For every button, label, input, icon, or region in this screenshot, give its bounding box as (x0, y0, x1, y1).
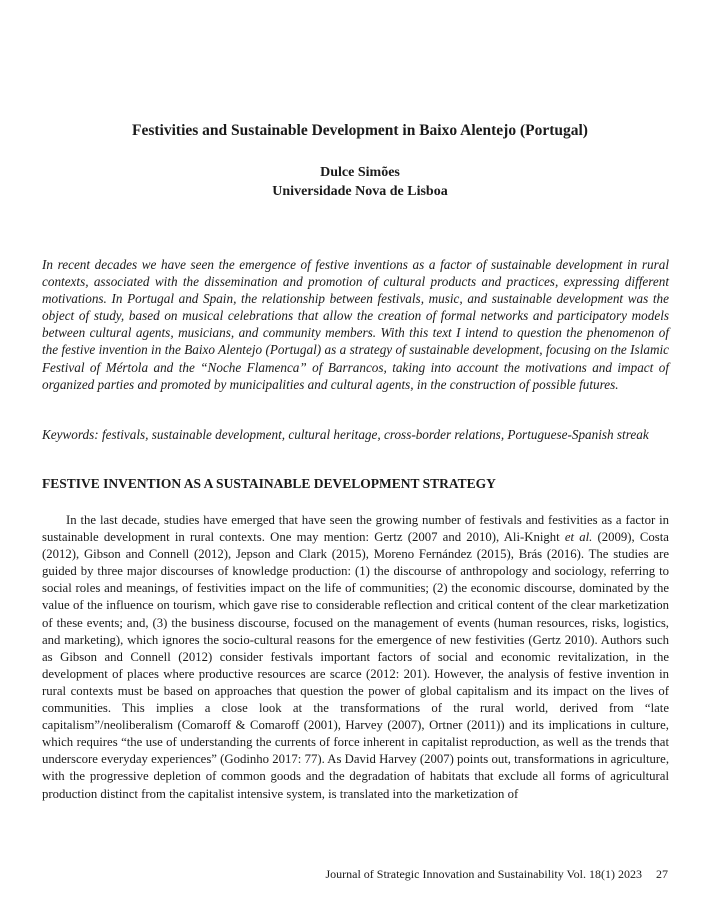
abstract-paragraph: In recent decades we have seen the emergence of festive inventions as a factor of sustainable development in rural contexts, associated with the dissemination and promotion of cultural products and practices, expressing different motivations. In Portugal and Spain, the relationship between festivals, music, and sustainable development was the object of study, based on musical celebrations that allow the creation of formal networks and participatory models between cultural agents, musicians, and community members. With this text I intend to question the phenomenon of the festive invention in the Baixo Alentejo (Portugal) as a strategy of sustainable development, focusing on the Islamic Festival of Mértola and the “Noche Flamenca” of Barrancos, taking into account the motivations and impact of organized parties and promoted by municipalities and cultural agents, in the construction of possible futures. (42, 257, 669, 392)
page-number: 27 (656, 867, 668, 881)
section-heading: FESTIVE INVENTION AS A SUSTAINABLE DEVELOPMENT STRATEGY (42, 476, 496, 491)
article-title: Festivities and Sustainable Development in Baixo Alentejo (Portugal) (132, 122, 588, 139)
body-text-part-1: In the last decade, studies have emerged that have seen the growing number of festivals and festivities as a factor in sustainable development in rural contexts. One may mention: Gertz (2007 and 2010), Ali-Knight (42, 513, 669, 545)
body-paragraph (42, 512, 669, 803)
journal-citation: Journal of Strategic Innovation and Sustainability Vol. 18(1) 2023 (325, 867, 642, 881)
author-affiliation: Universidade Nova de Lisboa (272, 184, 448, 199)
author-block (40, 163, 680, 201)
keywords-paragraph: Keywords: festivals, sustainable development, cultural heritage, cross-border relations, Portuguese-Spanish streak (42, 427, 649, 442)
author-name: Dulce Simões (320, 165, 400, 180)
page-footer (325, 866, 668, 882)
body-text-emphasis: et al. (564, 530, 593, 545)
body-text-part-2: (2009), Costa (2012), Gibson and Connell (2012), Jepson and Clark (2015), Moreno Fernández (2015), Brás (2016). The studies are guided by three major discourses of knowledge production: (1) the discourse of anthropology and sociology, referring to social roles and meanings, of festivities impact on the life of communities; (2) the economic discourse, dominated by the value of the influence on tourism, which gave rise to considerable reflection and critical content of the clear marketization of these events; and, (3) the business discourse, focused on the management of events (human resources, risks, logistics, and marketing), which ignores the socio-cultural reasons for the emergence of new festivities (Gertz 2010). Authors such as Gibson and Connell (2012) consider festivals important factors of social and economic revitalization, in the development of places where productive resources are scarce (2012: 201). However, the analysis of festive invention in rural contexts must be based on approaches that question the power of global capitalism and its impact on the lives of communities. This implies a close look at the transformations of the rural world, derived from “late capitalism”/neoliberalism (Comaroff & Comaroff (2001), Harvey (2007), Ortner (2011)) and its implications in culture, which requires “the use of understanding the currents of force inherent in capitalist reproduction, as well as the trends that underscore everyday experiences” (Godinho 2017: 77). As David Harvey (2007) points out, transformations in agriculture, with the progressive depletion of common goods and the degradation of habitats that exclude all forms of agricultural production distinct from the capitalist intensive system, is translated into the marketization of (42, 530, 669, 801)
